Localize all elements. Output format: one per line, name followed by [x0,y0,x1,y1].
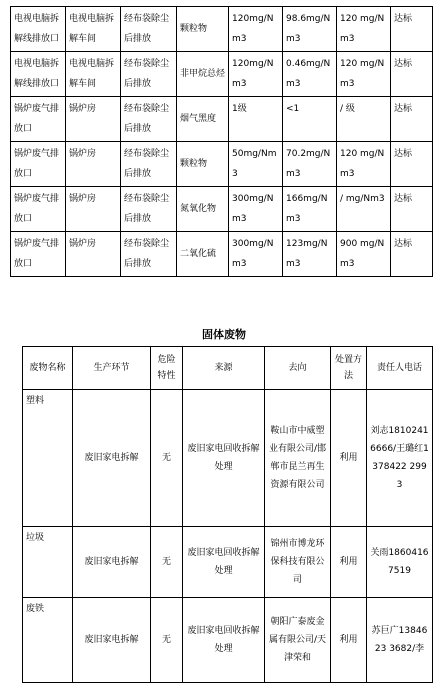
emission-standard-cell: 300mg/Nm3 [229,187,283,232]
emission-source-cell: 锅炉废气排放口 [11,187,66,232]
emission-actual-cell: 98.6mg/Nm3 [283,7,337,52]
emission-source-cell: 电视电脑拆解线排放口 [11,52,66,97]
solid-waste-stage-cell: 废旧家电拆解 [73,598,151,683]
emission-actual-cell: 70.2mg/Nm3 [283,142,337,187]
emission-row [11,52,433,97]
emission-limit-cell: / mg/Nm3 [337,187,391,232]
solid-waste-table [22,346,433,683]
emission-result-cell: 达标 [391,52,433,97]
solid-waste-header-cell: 危险特性 [151,347,183,390]
emission-source-cell: 锅炉废气排放口 [11,232,66,277]
emission-result-cell: 达标 [391,7,433,52]
emission-measure-cell: 经布袋除尘后排放 [121,52,177,97]
emission-result-cell: 达标 [391,97,433,142]
emission-result-cell: 达标 [391,187,433,232]
emission-workshop-cell: 锅炉房 [66,232,121,277]
emission-limit-cell: 120 mg/Nm3 [337,52,391,97]
emission-row [11,142,433,187]
emission-measure-cell: 经布袋除尘后排放 [121,142,177,187]
emission-actual-cell: 166mg/Nm3 [283,187,337,232]
solid-waste-contact-cell: 刘志1810241 6666/王璐红1378422 2993 [367,390,433,527]
solid-waste-row [23,598,433,683]
emission-standard-cell: 120mg/Nm3 [229,7,283,52]
emission-actual-cell: 0.46mg/Nm3 [283,52,337,97]
solid-waste-title: 固体废物 [202,328,246,341]
emission-row [11,7,433,52]
solid-waste-contact-cell: 苏巨广1384623 3682/李 [367,598,433,683]
solid-waste-row [23,527,433,598]
emission-pollutant-cell: 非甲烷总烃 [177,52,229,97]
emission-row [11,97,433,142]
solid-waste-header-cell: 生产环节 [73,347,151,390]
emission-workshop-cell: 锅炉房 [66,187,121,232]
solid-waste-method-cell: 利用 [331,390,367,527]
emission-pollutant-cell: 氮氧化物 [177,187,229,232]
solid-waste-stage-cell: 废旧家电拆解 [73,390,151,527]
solid-waste-method-cell: 利用 [331,598,367,683]
emission-standard-cell: 50mg/Nm3 [229,142,283,187]
solid-waste-name-cell: 垃圾 [23,527,73,598]
emission-source-cell: 电视电脑拆解线排放口 [11,7,66,52]
solid-waste-origin-cell: 废旧家电回收拆解处理 [183,598,265,683]
emission-pollutant-cell: 颗粒物 [177,7,229,52]
solid-waste-destination-cell: 鞍山市中威塑业有限公司/邯郸市昆兰再生资源有限公司 [265,390,331,527]
emission-row [11,232,433,277]
emission-pollutant-cell: 烟气黑度 [177,97,229,142]
emission-row [11,187,433,232]
solid-waste-header-cell: 处置方法 [331,347,367,390]
solid-waste-hazard-cell: 无 [151,527,183,598]
emission-actual-cell: 123mg/Nm3 [283,232,337,277]
emission-limit-cell: / 级 [337,97,391,142]
emission-limit-cell: 900 mg/Nm3 [337,232,391,277]
emission-workshop-cell: 锅炉房 [66,97,121,142]
solid-waste-hazard-cell: 无 [151,390,183,527]
solid-waste-destination-cell: 朝阳广泰废金属有限公司/天津荣和 [265,598,331,683]
emission-standard-cell: 1级 [229,97,283,142]
solid-waste-contact-cell: 关雨1860416 7519 [367,527,433,598]
emission-result-cell: 达标 [391,142,433,187]
emission-measure-cell: 经布袋除尘后排放 [121,187,177,232]
solid-waste-origin-cell: 废旧家电回收拆解处理 [183,527,265,598]
emission-standard-cell: 120mg/Nm3 [229,52,283,97]
emission-actual-cell: <1 [283,97,337,142]
solid-waste-row [23,390,433,527]
solid-waste-header-row [23,347,433,390]
solid-waste-name-cell: 废铁 [23,598,73,683]
emission-standard-cell: 300mg/Nm3 [229,232,283,277]
emission-workshop-cell: 锅炉房 [66,142,121,187]
solid-waste-header-cell: 去向 [265,347,331,390]
emission-workshop-cell: 电视电脑拆解车间 [66,52,121,97]
emission-measure-cell: 经布袋除尘后排放 [121,7,177,52]
emission-pollutant-cell: 二氧化硫 [177,232,229,277]
solid-waste-method-cell: 利用 [331,527,367,598]
solid-waste-origin-cell: 废旧家电回收拆解处理 [183,390,265,527]
solid-waste-header-cell: 废物名称 [23,347,73,390]
solid-waste-name-cell: 塑料 [23,390,73,527]
emission-measure-cell: 经布袋除尘后排放 [121,232,177,277]
emission-source-cell: 锅炉废气排放口 [11,142,66,187]
emission-measure-cell: 经布袋除尘后排放 [121,97,177,142]
solid-waste-destination-cell: 锦州市博龙环保科技有限公司 [265,527,331,598]
solid-waste-header-cell: 来源 [183,347,265,390]
emission-source-cell: 锅炉废气排放口 [11,97,66,142]
emissions-table [10,6,433,277]
solid-waste-hazard-cell: 无 [151,598,183,683]
emission-limit-cell: 120 mg/Nm3 [337,7,391,52]
solid-waste-header-cell: 责任人电话 [367,347,433,390]
emission-workshop-cell: 电视电脑拆解车间 [66,7,121,52]
solid-waste-stage-cell: 废旧家电拆解 [73,527,151,598]
emission-pollutant-cell: 颗粒物 [177,142,229,187]
emission-limit-cell: 120 mg/Nm3 [337,142,391,187]
emission-result-cell: 达标 [391,232,433,277]
